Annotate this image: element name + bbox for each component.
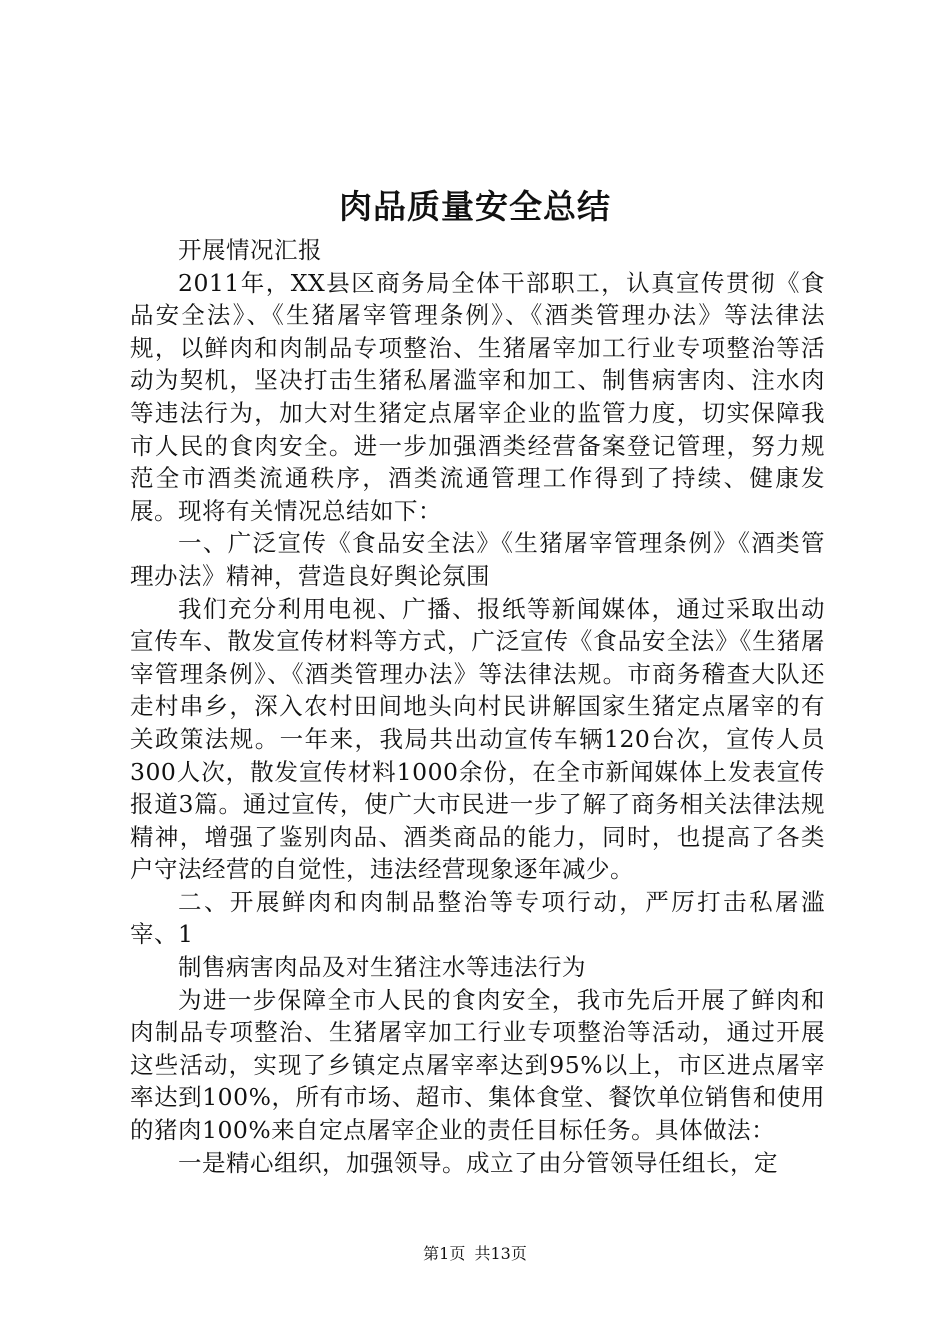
document-title: 肉品质量安全总结: [339, 187, 611, 226]
section-heading-2-continued: 制售病害肉品及对生猪注水等违法行为: [178, 953, 586, 982]
page-total: 共13页: [474, 1244, 527, 1263]
section-heading-report: 开展情况汇报: [178, 236, 322, 264]
body-paragraph-measure-1: 一是精心组织，加强领导。成立了由分管领导任组长，定: [178, 1148, 778, 1177]
body-paragraph-campaign: 为进一步保障全市人民的食肉安全，我市先后开展了鲜肉和肉制品专项整治、生猪屠宰加工行业专项整治等活动，通过开展这些活动，实现了乡镇定点屠宰率达到95%以上，市区进点屠宰率达到100%，所有市场、超市、集体食堂、餐饮单位销售和使用的猪肉100%来自定点屠宰企业的责任目标任务。具体做法：: [130, 985, 825, 1145]
page-footer: [0, 1243, 950, 1265]
body-paragraph-intro: 2011年，XX县区商务局全体干部职工，认真宣传贯彻《食品安全法》、《生猪屠宰管理条例》、《酒类管理办法》等法律法规，以鲜肉和肉制品专项整治、生猪屠宰加工行业专项整治等活动为契机，坚决打击生猪私屠滥宰和加工、制售病害肉、注水肉等违法行为，加大对生猪定点屠宰企业的监管力度，切实保障我市人民的食肉安全。进一步加强酒类经营备案登记管理，努力规范全市酒类流通秩序，酒类流通管理工作得到了持续、健康发展。现将有关情况总结如下：: [130, 268, 825, 525]
section-heading-2: 二、开展鲜肉和肉制品整治等专项行动，严厉打击私屠滥宰、1: [130, 887, 825, 949]
section-heading-1: 一、广泛宣传《食品安全法》《生猪屠宰管理条例》《酒类管理办法》精神，营造良好舆论氛围: [130, 529, 825, 590]
body-paragraph-publicity: 我们充分利用电视、广播、报纸等新闻媒体，通过采取出动宣传车、散发宣传材料等方式，广泛宣传《食品安全法》《生猪屠宰管理条例》、《酒类管理办法》等法律法规。市商务稽查大队还走村串乡，深入农村田间地头向村民讲解国家生猪定点屠宰的有关政策法规。一年来，我局共出动宣传车辆120台次，宣传人员300人次，散发宣传材料1000余份，在全市新闻媒体上发表宣传报道3篇。通过宣传，使广大市民进一步了解了商务相关法律法规精神，增强了鉴别肉品、酒类商品的能力，同时，也提高了各类户守法经营的自觉性，违法经营现象逐年减少。: [130, 594, 825, 884]
page-number: 第1页: [423, 1244, 466, 1263]
document-body: [130, 234, 825, 1179]
